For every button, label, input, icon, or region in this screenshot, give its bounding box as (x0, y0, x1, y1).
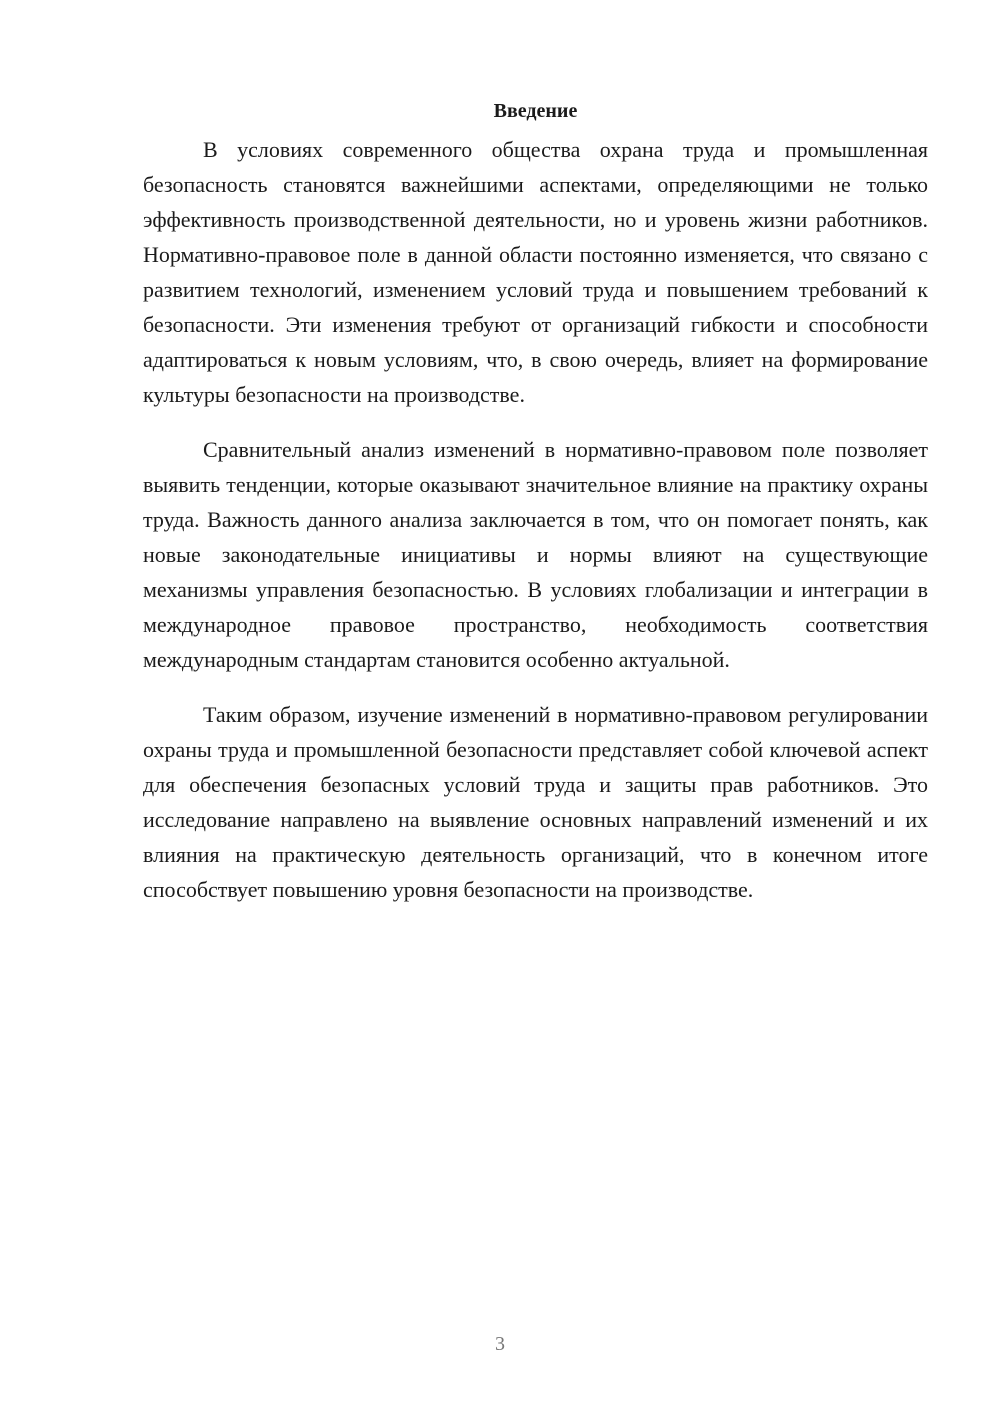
paragraph-2: Сравнительный анализ изменений в нормативно-правовом поле позволяет выявить тенденции, которые оказывают значительное влияние на практику охраны труда. Важность данного анализа заключается в том, что он помогает понять, как новые законодательные инициативы и нормы влияют на существующие механизмы управления безопасностью. В условиях глобализации и интеграции в международное правовое пространство, необходимость соответствия международным стандартам становится особенно актуальной. (143, 437, 928, 672)
page-number: 3 (495, 1333, 505, 1355)
paragraph-1: В условиях современного общества охрана труда и промышленная безопасность становятся важнейшими аспектами, определяющими не только эффективность производственной деятельности, но и уровень жизни работников. Нормативно-правовое поле в данной области постоянно изменяется, что связано с развитием технологий, изменением условий труда и повышением требований к безопасности. Эти изменения требуют от организаций гибкости и способности адаптироваться к новым условиям, что, в свою очередь, влияет на формирование культуры безопасности на производстве. (143, 137, 928, 407)
page-content (143, 96, 928, 927)
paragraph-3: Таким образом, изучение изменений в нормативно-правовом регулировании охраны труда и промышленной безопасности представляет собой ключевой аспект для обеспечения безопасных условий труда и защиты прав работников. Это исследование направлено на выявление основных направлений изменений и их влияния на практическую деятельность организаций, что в конечном итоге способствует повышению уровня безопасности на производстве. (143, 702, 928, 902)
section-title: Введение (493, 100, 578, 122)
